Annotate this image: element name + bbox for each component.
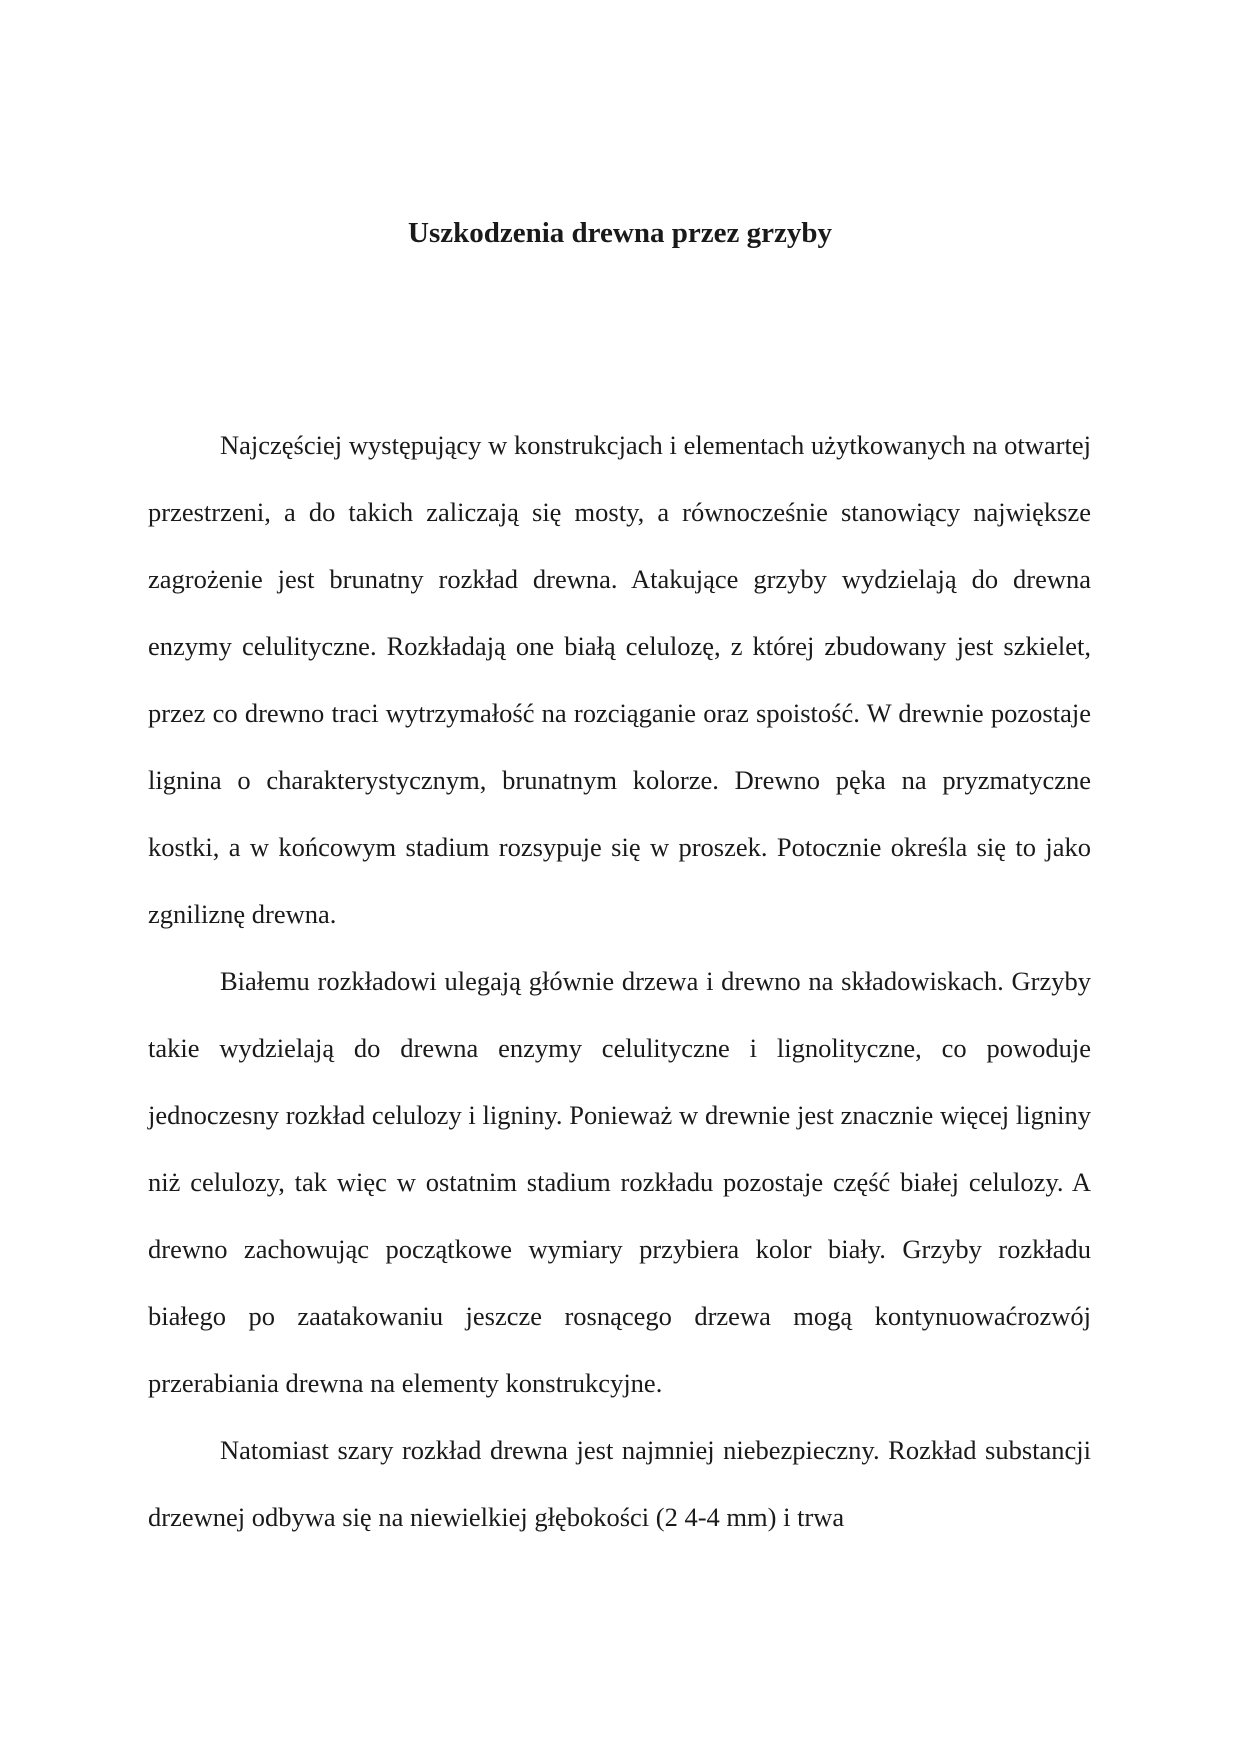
paragraph-brown-rot: Najczęściej występujący w konstrukcjach i elementach użytkowanych na otwartej przestrzeni, a do takich zaliczają się mosty, a równocześnie stanowiący największe zagrożenie jest brunatny rozkład drewna. Atakujące grzyby wydzielają do drewna enzymy celulityczne. Rozkładają one białą celulozę, z której zbudowany jest szkielet, przez co drewno traci wytrzymałość na rozciąganie oraz spoistość. W drewnie pozostaje lignina o charakterystycznym, brunatnym kolorze. Drewno pęka na pryzmatyczne kostki, a w końcowym stadium rozsypuje się w proszek. Potocznie określa się to jako zgniliznę drewna.: [148, 430, 1091, 929]
paragraph-grey-rot: Natomiast szary rozkład drewna jest najmniej niebezpieczny. Rozkład substancji drzewnej odbywa się na niewielkiej głębokości (2 4-4 mm) i trwa: [148, 1435, 1091, 1532]
document-body: [148, 412, 1091, 1551]
document-title: Uszkodzenia drewna przez grzyby: [408, 217, 832, 249]
paragraph-white-rot: Białemu rozkładowi ulegają głównie drzewa i drewno na składowiskach. Grzyby takie wydzielają do drewna enzymy celulityczne i lignolityczne, co powoduje jednoczesny rozkład celulozy i ligniny. Ponieważ w drewnie jest znacznie więcej ligniny niż celulozy, tak więc w ostatnim stadium rozkładu pozostaje część białej celulozy. A drewno zachowując początkowe wymiary przybiera kolor biały. Grzyby rozkładu białego po zaatakowaniu jeszcze rosnącego drzewa mogą kontynuowaćrozwój przerabiania drewna na elementy konstrukcyjne.: [148, 966, 1091, 1398]
